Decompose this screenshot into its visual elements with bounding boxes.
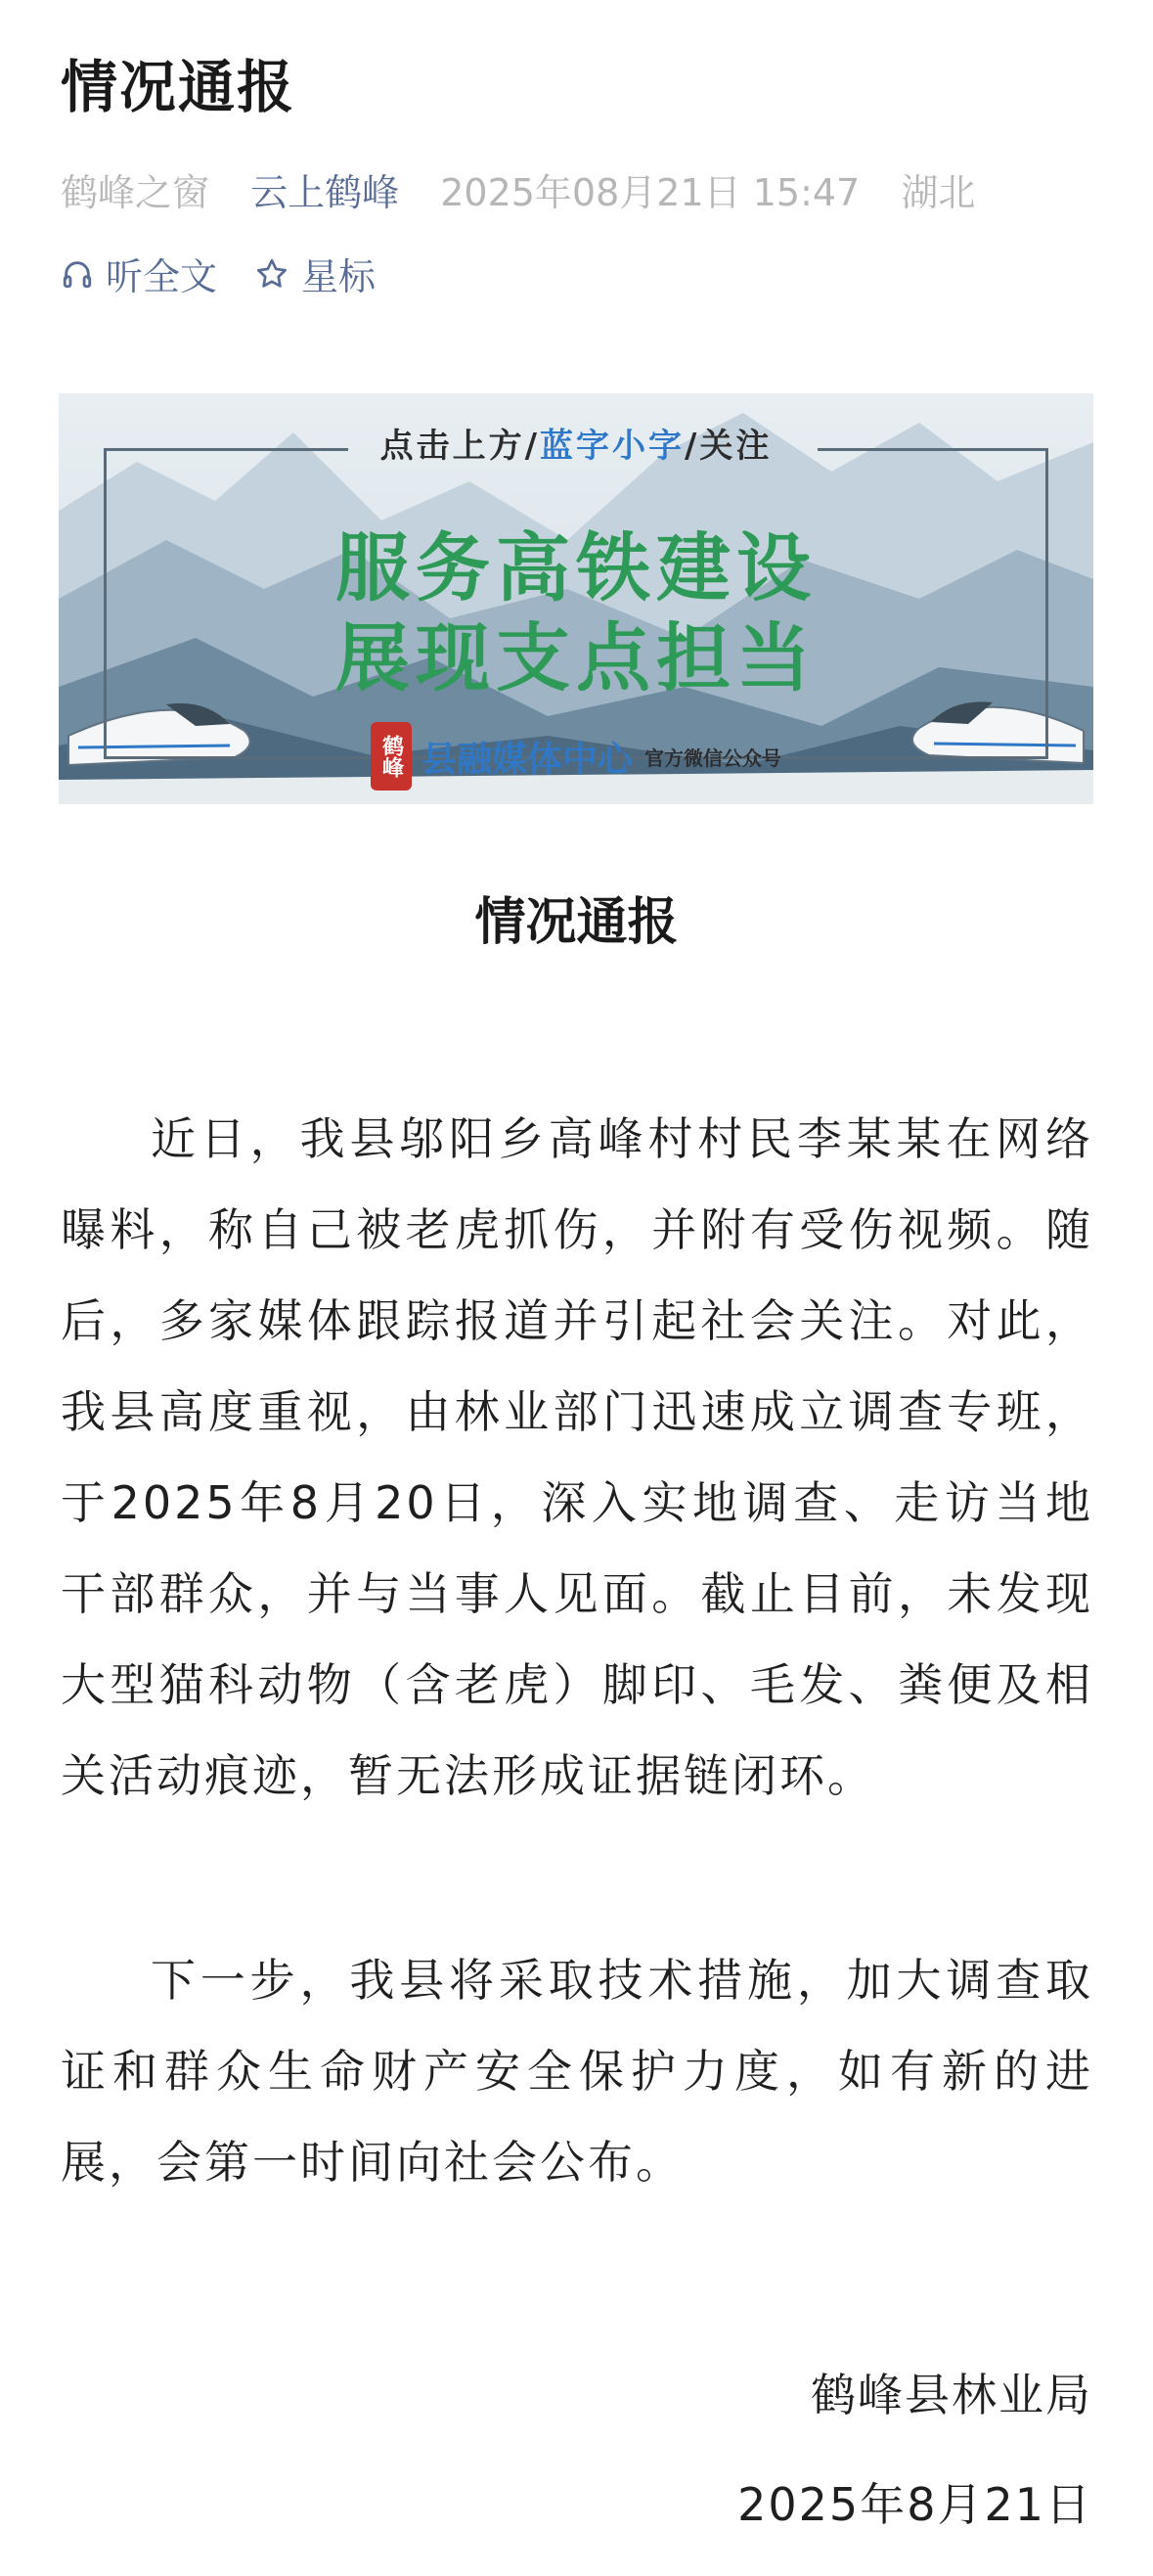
follow-hint-blue: 蓝字小字 — [540, 427, 685, 466]
source-name: 鹤峰之窗 — [61, 171, 210, 214]
headphones-icon — [61, 257, 94, 291]
notice-paragraph-1: 近日，我县邬阳乡高峰村村民李某某在网络曝料，称自己被老虎抓伤，并附有受伤视频。随后，多家媒体跟踪报道并引起社会关注。对此，我县高度重视，由林业部门迅速成立调查专班，于2025年8月20日，深入实地调查、走访当地干部群众，并与当事人见面。截止目前，未发现大型猫科动物（含老虎）脚印、毛发、粪便及相关活动痕迹，暂无法形成证据链闭环。 — [61, 1112, 1093, 1802]
banner-follow-hint — [59, 419, 1093, 467]
publish-region: 湖北 — [901, 171, 976, 214]
notice-heading: 情况通报 — [474, 893, 679, 952]
follow-hint-prefix: 点击上方/ — [379, 427, 540, 466]
follow-hint-suffix: /关注 — [685, 427, 773, 466]
header-banner — [59, 393, 1093, 804]
notice-signature: 鹤峰县林业局 — [811, 2369, 1092, 2421]
star-label: 星标 — [301, 255, 377, 298]
notice-date: 2025年8月21日 — [737, 2478, 1092, 2531]
seal-logo: 鹤峰 — [371, 722, 412, 791]
article-tools — [61, 247, 413, 300]
banner-slogan-line2: 展现支点担当 — [335, 614, 817, 701]
listen-button[interactable] — [61, 247, 217, 300]
banner-slogan-line1: 服务高铁建设 — [335, 524, 817, 611]
account-link[interactable]: 云上鹤峰 — [250, 171, 400, 214]
article-meta — [61, 162, 1004, 216]
media-center-name: 县融媒体中心 — [421, 739, 633, 780]
listen-label: 听全文 — [106, 255, 218, 298]
media-center-subtitle: 官方微信公众号 — [644, 746, 781, 770]
publish-datetime: 2025年08月21日 15:47 — [440, 171, 861, 214]
banner-footer — [59, 722, 1093, 791]
star-icon — [254, 256, 289, 292]
star-button[interactable] — [254, 247, 376, 300]
notice-paragraph-2: 下一步，我县将采取技术措施，加大调查取证和群众生命财产安全保护力度，如有新的进展，会第一时间向社会公布。 — [61, 1954, 1093, 2189]
article-title: 情况通报 — [61, 54, 296, 120]
